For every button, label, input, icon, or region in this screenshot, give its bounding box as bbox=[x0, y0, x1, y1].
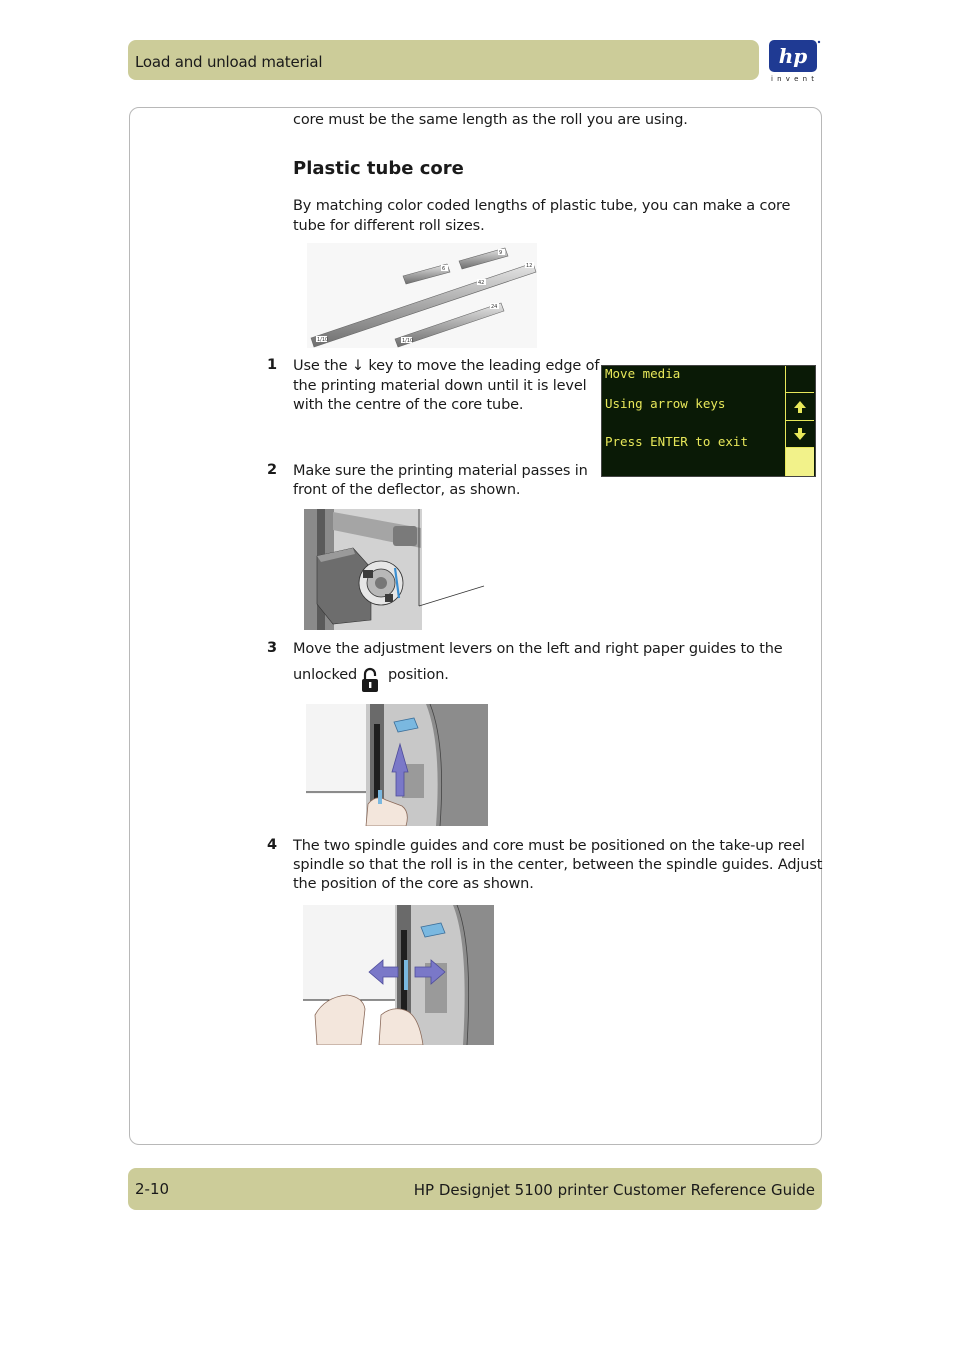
tube-label-12: 12 bbox=[526, 263, 533, 269]
lcd-highlight-key bbox=[786, 448, 814, 476]
logo-tagline: invent bbox=[771, 75, 819, 83]
step-1-line-2: the printing material down until it is level bbox=[293, 378, 587, 394]
step-2-line-1: Make sure the printing material passes in bbox=[293, 463, 588, 479]
paper-guide-lever-illustration bbox=[306, 704, 488, 826]
step-2-line-2: front of the deflector, as shown. bbox=[293, 482, 521, 498]
tube-label-24: 24 bbox=[491, 304, 498, 310]
spindle-guide-adjust-illustration bbox=[303, 905, 494, 1045]
tube-label-9: 9 bbox=[499, 250, 503, 256]
intro-paragraph: By matching color coded lengths of plastic tube, you can make a core tube for different roll sizes. bbox=[293, 198, 791, 234]
step-4-line-3: the position of the core as shown. bbox=[293, 876, 534, 892]
step-2-number: 2 bbox=[267, 462, 278, 478]
intro-text: core must be the same length as the roll you are using. bbox=[293, 112, 688, 128]
lcd-line-1: Move media bbox=[605, 366, 681, 381]
front-panel-display bbox=[601, 365, 816, 477]
unlocked-padlock-icon bbox=[360, 667, 382, 693]
step-4-number: 4 bbox=[267, 837, 278, 853]
section-title: Load and unload material bbox=[135, 53, 323, 71]
deflector-illustration bbox=[303, 508, 487, 631]
lcd-line-2: Using arrow keys bbox=[605, 396, 726, 411]
down-arrow-icon bbox=[787, 422, 812, 445]
guide-title: HP Designjet 5100 printer Customer Reference Guide bbox=[413, 1181, 815, 1199]
up-arrow-icon bbox=[787, 395, 812, 418]
step-4-line-1: The two spindle guides and core must be positioned on the take-up reel bbox=[293, 838, 805, 854]
step-3-number: 3 bbox=[267, 640, 278, 656]
lcd-line-3: Press ENTER to exit bbox=[605, 434, 748, 449]
section-heading: Plastic tube core bbox=[293, 158, 464, 179]
step-3-position-label: position. bbox=[388, 667, 449, 683]
step-1-line-1: Use the ↓ key to move the leading edge of bbox=[293, 358, 600, 374]
step-1-line-3: with the centre of the core tube. bbox=[293, 397, 524, 413]
step-3-unlocked-label: unlocked bbox=[293, 667, 358, 683]
step-3-line-1: Move the adjustment levers on the left and right paper guides to the bbox=[293, 641, 783, 657]
step-1-number: 1 bbox=[267, 357, 278, 373]
tube-label-end: 1/10 bbox=[317, 337, 329, 343]
lcd-key-column bbox=[785, 366, 814, 476]
tube-label-42: 42 bbox=[478, 280, 485, 286]
tube-label-end-2: 1/10 bbox=[402, 338, 414, 344]
step-4-line-2: spindle so that the roll is in the center, between the spindle guides. Adjust bbox=[293, 857, 823, 873]
tube-label-6: 6 bbox=[442, 266, 446, 272]
plastic-tubes-illustration bbox=[307, 243, 537, 348]
svg-text:hp: hp bbox=[778, 44, 808, 68]
page-number: 2-10 bbox=[135, 1180, 170, 1198]
